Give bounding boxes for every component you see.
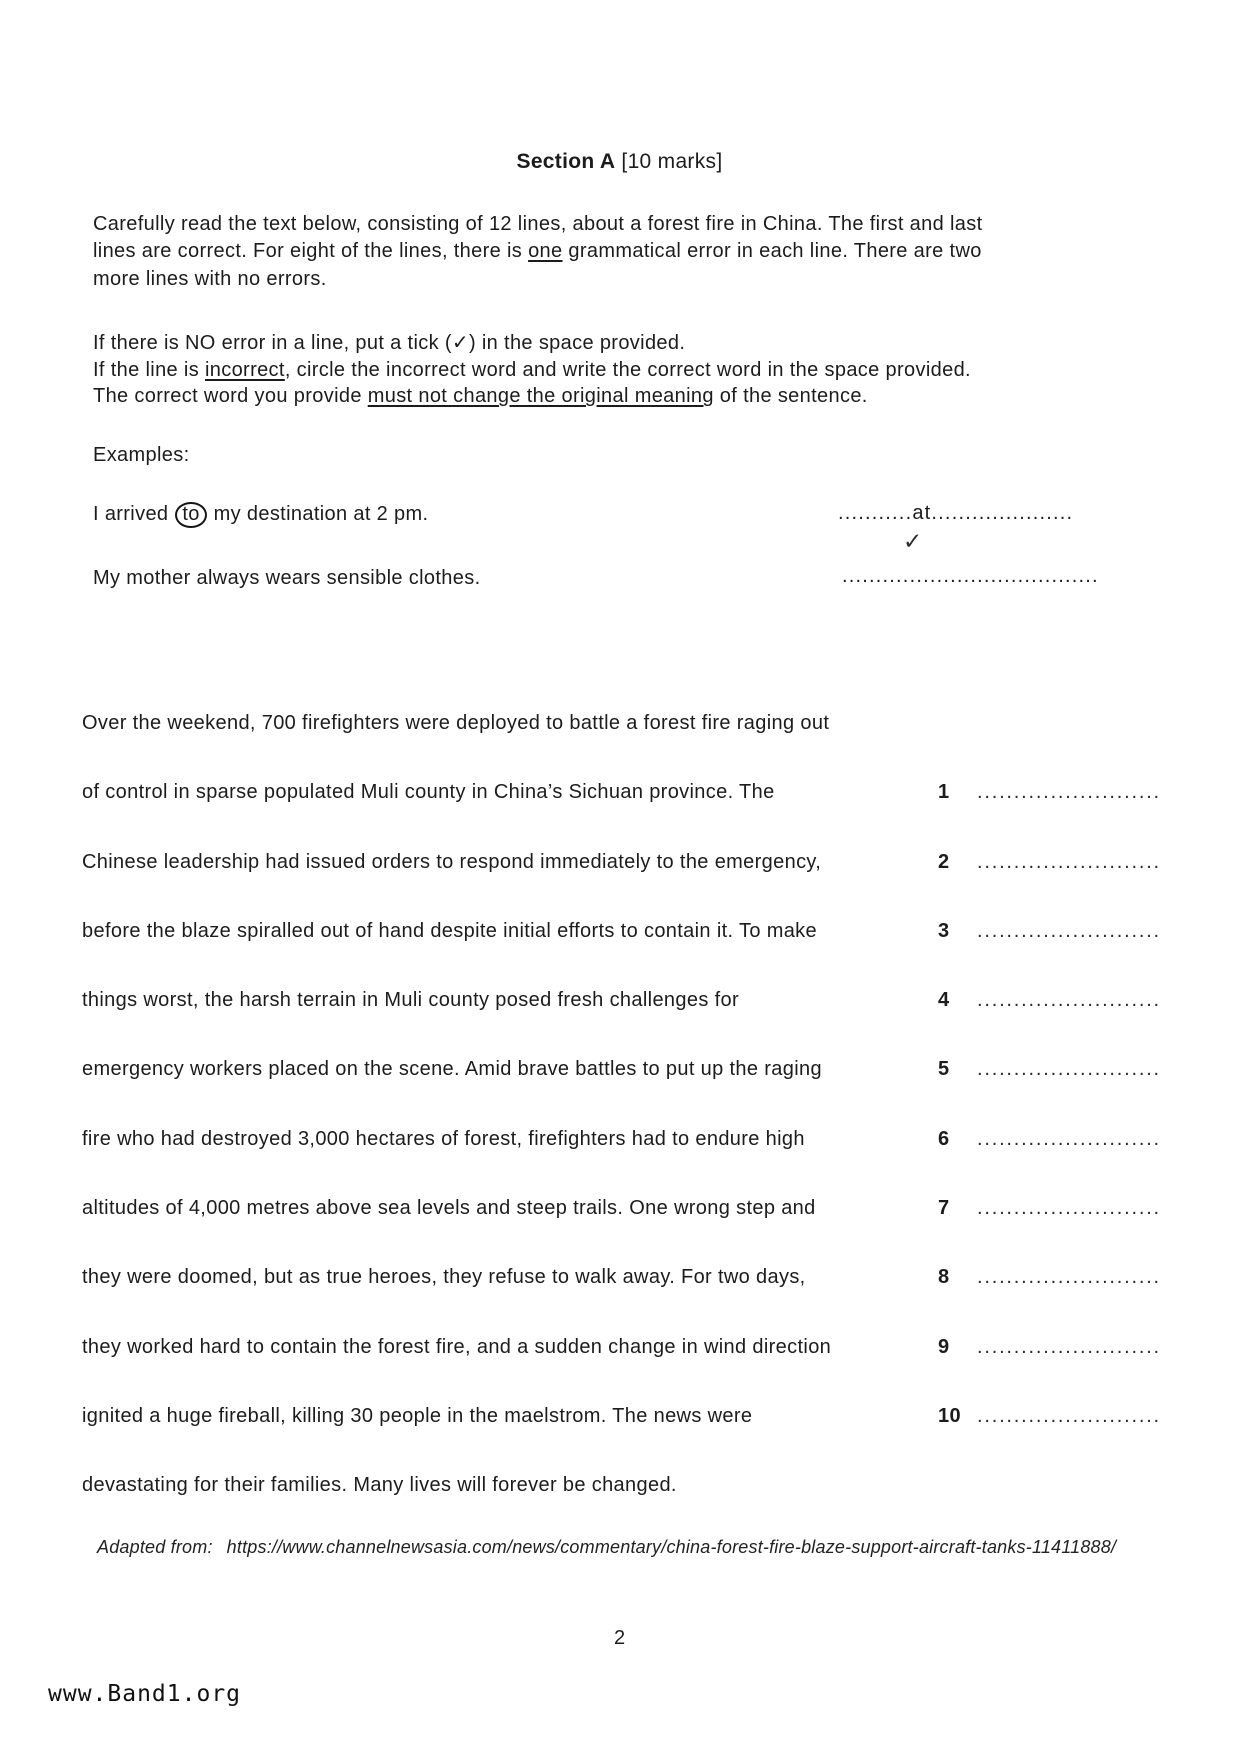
line-number: 7 — [938, 1197, 950, 1220]
intro-paragraph — [93, 211, 1103, 293]
passage — [82, 712, 1202, 1544]
section-title-marks: [10 marks] — [615, 150, 723, 173]
passage-text: Chinese leadership had issued orders to respond immediately to the emergency, — [82, 850, 822, 873]
watermark-site: www.Band1.org — [48, 1681, 242, 1707]
instruction-line — [93, 383, 1113, 410]
passage-line — [82, 851, 1202, 920]
passage-text: they worked hard to contain the forest fire, and a sudden change in wind direction — [82, 1335, 832, 1358]
line-number: 10 — [938, 1404, 961, 1427]
intro-line — [93, 266, 1103, 293]
passage-line — [82, 781, 1202, 850]
passage-line — [82, 1058, 1202, 1127]
examples-label: Examples: — [93, 444, 190, 466]
instruction-text: of the sentence. — [713, 385, 868, 408]
intro-line-text: grammatical error in each line. There are two — [562, 240, 982, 263]
answer-blank-8: ......................... — [977, 1266, 1161, 1289]
answer-blank-7: ......................... — [977, 1197, 1161, 1220]
source-prefix: Adapted from: — [97, 1537, 213, 1557]
passage-text: ignited a huge fireball, killing 30 people in the maelstrom. The news were — [82, 1404, 753, 1427]
line-number: 3 — [938, 919, 950, 942]
passage-text: fire who had destroyed 3,000 hectares of forest, firefighters had to endure high — [82, 1127, 805, 1150]
instruction-text: If the line is — [93, 358, 205, 381]
intro-line-text: lines are correct. For eight of the lines, there is — [93, 240, 529, 263]
answer-dots: ........... — [838, 502, 913, 524]
example-1-sentence — [93, 502, 428, 528]
intro-line — [93, 211, 1103, 238]
section-title — [0, 150, 1239, 174]
tick-mark: ✓ — [903, 528, 923, 554]
passage-line — [82, 1405, 1202, 1474]
instruction-line — [93, 330, 1113, 357]
line-number: 1 — [938, 781, 950, 804]
instruction-underlined: must not change the original meaning — [367, 385, 714, 408]
intro-line-underlined: one — [528, 240, 563, 263]
passage-line — [82, 1128, 1202, 1197]
answer-blank-2: ......................... — [977, 850, 1161, 873]
passage-text: emergency workers placed on the scene. Amid brave battles to put up the raging — [82, 1058, 822, 1081]
line-number: 6 — [938, 1127, 950, 1150]
answer-blank-1: ......................... — [977, 781, 1161, 804]
passage-line — [82, 989, 1202, 1058]
answer-word: at — [912, 502, 932, 524]
answer-blank-6: ......................... — [977, 1127, 1161, 1150]
answer-blank-10: ......................... — [977, 1404, 1161, 1427]
instruction-text: The correct word you provide — [93, 385, 368, 408]
line-number: 4 — [938, 989, 950, 1012]
passage-line — [82, 1336, 1202, 1405]
instruction-line — [93, 357, 1113, 384]
passage-text: before the blaze spiralled out of hand despite initial efforts to contain it. To make — [82, 919, 818, 942]
passage-line — [82, 920, 1202, 989]
circled-word: to — [175, 502, 206, 528]
line-number: 8 — [938, 1266, 950, 1289]
passage-text: altitudes of 4,000 metres above sea levels and steep trails. One wrong step and — [82, 1197, 816, 1220]
passage-line — [82, 1197, 1202, 1266]
intro-line-text: Carefully read the text below, consisting of 12 lines, about a forest fire in China. The first and last — [93, 213, 983, 235]
passage-line — [82, 712, 1202, 781]
intro-line-text: more lines with no errors. — [93, 267, 327, 290]
passage-text: Over the weekend, 700 firefighters were deployed to battle a forest fire raging out — [82, 712, 830, 734]
intro-line — [93, 238, 1103, 265]
example-1-answer-blank — [838, 502, 1073, 525]
example-1-text: my destination at 2 pm. — [207, 503, 429, 525]
answer-blank-5: ......................... — [977, 1058, 1161, 1081]
example-2-sentence: My mother always wears sensible clothes. — [93, 567, 481, 589]
line-number: 2 — [938, 850, 950, 873]
instruction-text: , circle the incorrect word and write the correct word in the space provided. — [284, 358, 971, 381]
example-2-answer-blank: ...................................... — [842, 565, 1099, 587]
answer-dots: ..................... — [931, 502, 1074, 524]
answer-blank-9: ......................... — [977, 1335, 1161, 1358]
source-url: https://www.channelnewsasia.com/news/commentary/china-forest-fire-blaze-support-aircraft-tanks-11411888/ — [226, 1537, 1117, 1557]
passage-text: they were doomed, but as true heroes, they refuse to walk away. For two days, — [82, 1266, 806, 1289]
page-number: 2 — [613, 1627, 626, 1649]
line-number: 5 — [938, 1058, 950, 1081]
instruction-text: If there is NO error in a line, put a tick (✓) in the space provided. — [93, 332, 686, 354]
example-1-text: I arrived — [93, 503, 175, 525]
passage-line — [82, 1474, 1202, 1543]
answer-blank-4: ......................... — [977, 989, 1161, 1012]
source-attribution — [97, 1537, 1116, 1558]
instructions — [93, 330, 1113, 410]
passage-text: devastating for their families. Many lives will forever be changed. — [82, 1474, 677, 1497]
passage-line — [82, 1266, 1202, 1335]
answer-blank-3: ......................... — [977, 919, 1161, 942]
instruction-underlined: incorrect — [204, 358, 285, 381]
line-number: 9 — [938, 1335, 950, 1358]
section-title-bold: Section A — [516, 150, 616, 173]
passage-text: of control in sparse populated Muli county in China’s Sichuan province. The — [82, 781, 775, 804]
passage-text: things worst, the harsh terrain in Muli county posed fresh challenges for — [82, 989, 739, 1012]
